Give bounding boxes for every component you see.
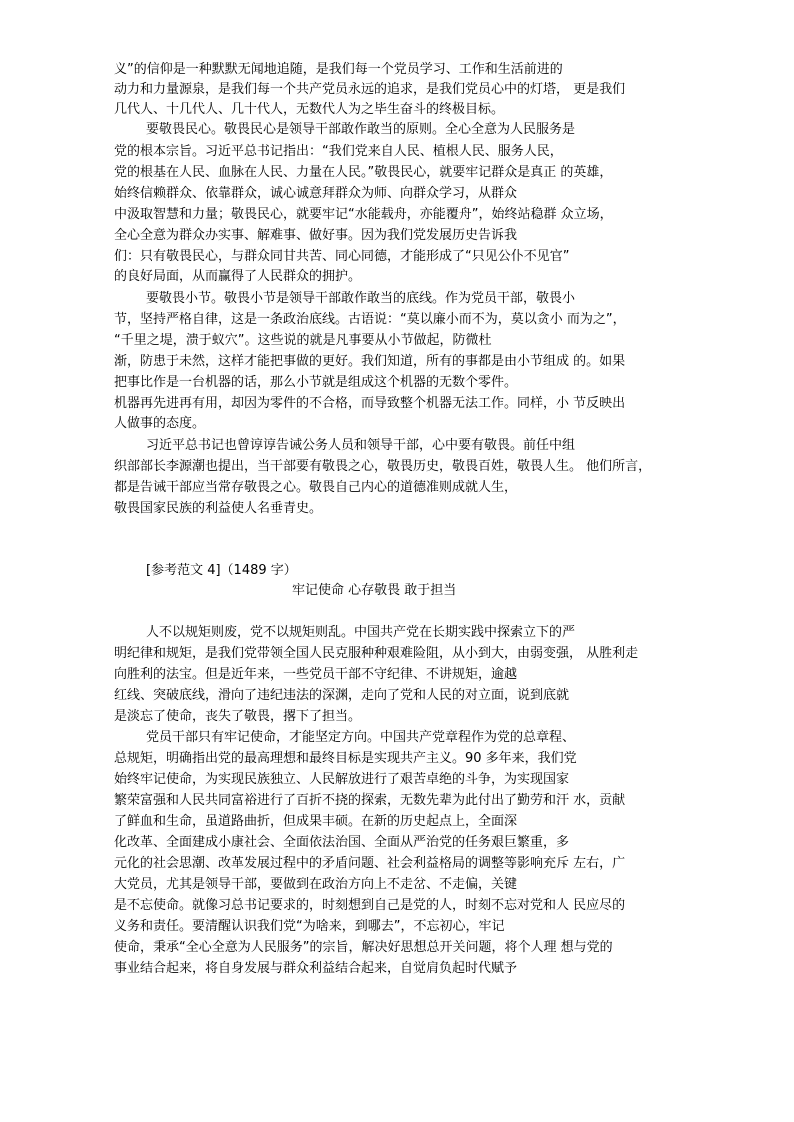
text-line: 几代人、十几代人、几十代人，无数代人为之毕生奋斗的终极目标。 bbox=[114, 102, 505, 117]
text-line: 义”的信仰是一种默默无闻地追随，是我们每一个党员学习、工作和生活前进的 bbox=[114, 62, 563, 77]
text-line: 事业结合起来，将自身发展与群众利益结合起来，自觉肩负起时代赋予 bbox=[114, 961, 518, 976]
text-line: 把事比作是一台机器的话，那么小节就是组成这个机器的无数个零件。 bbox=[114, 375, 518, 390]
text-line: 的良好局面，从而赢得了人民群众的拥护。 bbox=[114, 269, 362, 284]
reference-header: [参考范文 4]（1489 字） bbox=[146, 563, 297, 578]
text-line: 党的根基在人民、血脉在人民、力量在人民。”敬畏民心，就要牢记群众是真正 的英雄， bbox=[114, 165, 613, 180]
text-line: 始终信赖群众、依靠群众，诚心诚意拜群众为师、向群众学习，从群众 bbox=[114, 186, 518, 201]
text-line: 始终牢记使命，为实现民族独立、人民解放进行了艰苦卓绝的斗争，为实现国家 bbox=[114, 772, 570, 787]
text-line: 元化的社会思潮、改革发展过程中的矛盾问题、社会利益格局的调整等影响充斥 左右，广 bbox=[114, 856, 626, 871]
text-line: 党的根本宗旨。习近平总书记指出：“我们党来自人民、植根人民、服务人民， bbox=[114, 144, 563, 159]
text-line: 都是告诫干部应当常存敬畏之心。敬畏自己内心的道德准则成就人生， bbox=[114, 480, 518, 495]
text-line: 繁荣富强和人民共同富裕进行了百折不挠的探索，无数先辈为此付出了勤劳和汗 水，贡献 bbox=[114, 793, 626, 808]
text-line: 人做事的态度。 bbox=[114, 416, 206, 431]
text-line: 渐，防患于未然，这样才能把事做的更好。我们知道，所有的事都是由小节组成 的。如果 bbox=[114, 354, 626, 369]
text-line: 红线、突破底线，滑向了违纪违法的深渊，走向了党和人民的对立面，说到底就 bbox=[114, 688, 570, 703]
text-line: 人不以规矩则废，党不以规矩则乱。中国共产党在长期实践中探索立下的严 bbox=[146, 625, 576, 640]
text-line: 是淡忘了使命，丧失了敬畏，撂下了担当。 bbox=[114, 709, 362, 724]
text-line: 织部部长李源潮也提出，当干部要有敬畏之心，敬畏历史，敬畏百姓，敬畏人生。 他们所言， bbox=[114, 459, 652, 474]
text-line: 要敬畏民心。敬畏民心是领导干部敢作敢当的原则。全心全意为人民服务是 bbox=[146, 122, 576, 137]
text-line: 使命，秉承“全心全意为人民服务”的宗旨，解决好思想总开关问题，将个人理 想与党的 bbox=[114, 940, 613, 955]
text-line: 化改革、全面建成小康社会、全面依法治国、全面从严治党的任务艰巨繁重，多 bbox=[114, 835, 570, 850]
text-line: 了鲜血和生命，虽道路曲折，但成果丰硕。在新的历史起点上，全面深 bbox=[114, 814, 518, 829]
text-line: 机器再先进再有用，却因为零件的不合格，而导致整个机器无法工作。同样，小 节反映出 bbox=[114, 396, 626, 411]
text-line: 们：只有敬畏民心，与群众同甘共苦、同心同德，才能形成了“只见公仆不见官” bbox=[114, 249, 570, 264]
article-title: 牢记使命 心存敬畏 敢于担当 bbox=[292, 583, 457, 598]
text-line: “千里之堤，溃于蚁穴”。这些说的就是凡事要从小节做起，防微杜 bbox=[114, 333, 492, 348]
text-line: 向胜利的法宝。但是近年来，一些党员干部不守纪律、不讲规矩，逾越 bbox=[114, 667, 518, 682]
text-line: 敬畏国家民族的利益使人名垂青史。 bbox=[114, 501, 323, 516]
text-line: 习近平总书记也曾谆谆告诫公务人员和领导干部，心中要有敬畏。前任中组 bbox=[146, 438, 576, 453]
text-line: 大党员，尤其是领导干部，要做到在政治方向上不走岔、不走偏，关键 bbox=[114, 877, 518, 892]
text-line: 总规矩，明确指出党的最高理想和最终目标是实现共产主义。90 多年来，我们党 bbox=[114, 751, 577, 766]
text-line: 是不忘使命。就像习总书记要求的，时刻想到自己是党的人，时刻不忘对党和人 民应尽的 bbox=[114, 898, 626, 913]
text-line: 动力和力量源泉，是我们每一个共产党员永远的追求，是我们党员心中的灯塔， 更是我们 bbox=[114, 82, 626, 97]
text-line: 明纪律和规矩，是我们党带领全国人民克服种种艰难险阻，从小到大，由弱变强， 从胜利走 bbox=[114, 646, 639, 661]
text-line: 中汲取智慧和力量；敬畏民心，就要牢记“水能载舟，亦能覆舟”，始终站稳群 众立场， bbox=[114, 207, 613, 222]
text-line: 节，坚持严格自律，这是一条政治底线。古语说：“莫以廉小而不为，莫以贪小 而为之”， bbox=[114, 312, 626, 327]
text-line: 义务和责任。要清醒认识我们党“为啥来，到哪去”，不忘初心，牢记 bbox=[114, 919, 505, 934]
text-line: 全心全意为群众办实事、解难事、做好事。因为我们党发展历史告诉我 bbox=[114, 228, 518, 243]
text-line: 党员干部只有牢记使命，才能坚定方向。中国共产党章程作为党的总章程、 bbox=[146, 730, 576, 745]
text-line: 要敬畏小节。敬畏小节是领导干部敢作敢当的底线。作为党员干部，敬畏小 bbox=[146, 291, 576, 306]
